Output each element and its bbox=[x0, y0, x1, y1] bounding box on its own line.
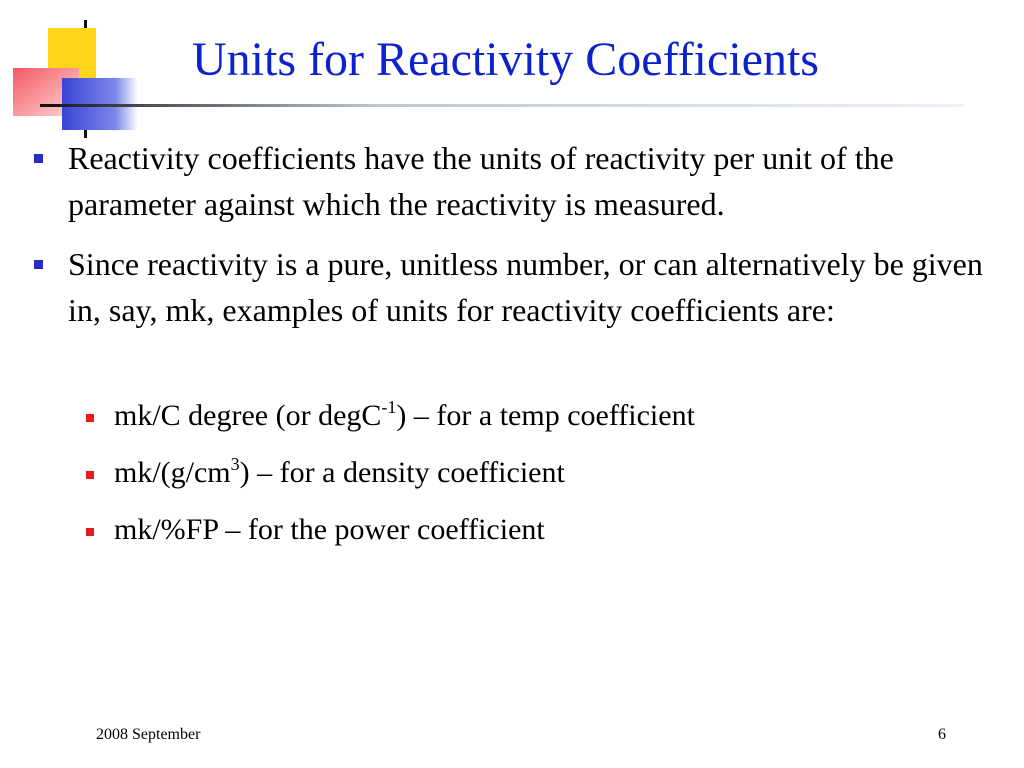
page-number: 6 bbox=[938, 726, 946, 743]
bullet-units bbox=[68, 135, 1018, 227]
bullet-text: Reactivity coefficients have the units of reactivity per unit of the parameter against which the reactivity is measured. bbox=[68, 140, 894, 222]
sub-bullet-power bbox=[114, 510, 1004, 550]
sub-bullet-temp bbox=[114, 396, 1004, 436]
sub-bullet-text: ) – for a temp coefficient bbox=[396, 399, 695, 432]
square-bullet-icon bbox=[34, 260, 43, 269]
sub-bullet-density bbox=[114, 453, 1004, 493]
footer-date: 2008 September bbox=[96, 726, 201, 743]
sub-bullet-text: mk/(g/cm bbox=[114, 456, 231, 489]
superscript: -1 bbox=[381, 397, 397, 417]
bullet-reactivity bbox=[68, 241, 1018, 333]
slide-title: Units for Reactivity Coefficients bbox=[192, 33, 819, 86]
square-bullet-icon bbox=[86, 471, 94, 479]
sub-bullet-text: mk/%FP – for the power coefficient bbox=[114, 513, 545, 546]
square-bullet-icon bbox=[86, 414, 94, 422]
square-bullet-icon bbox=[86, 528, 94, 536]
sub-bullet-text: mk/C degree (or degC bbox=[114, 399, 382, 432]
sub-bullet-text: ) – for a density coefficient bbox=[239, 456, 565, 489]
superscript: 3 bbox=[230, 454, 240, 474]
square-bullet-icon bbox=[34, 154, 43, 163]
bullet-text: Since reactivity is a pure, unitless number, or can alternatively be given in, say, mk, examples of units for reactivity coefficients are: bbox=[68, 246, 983, 328]
